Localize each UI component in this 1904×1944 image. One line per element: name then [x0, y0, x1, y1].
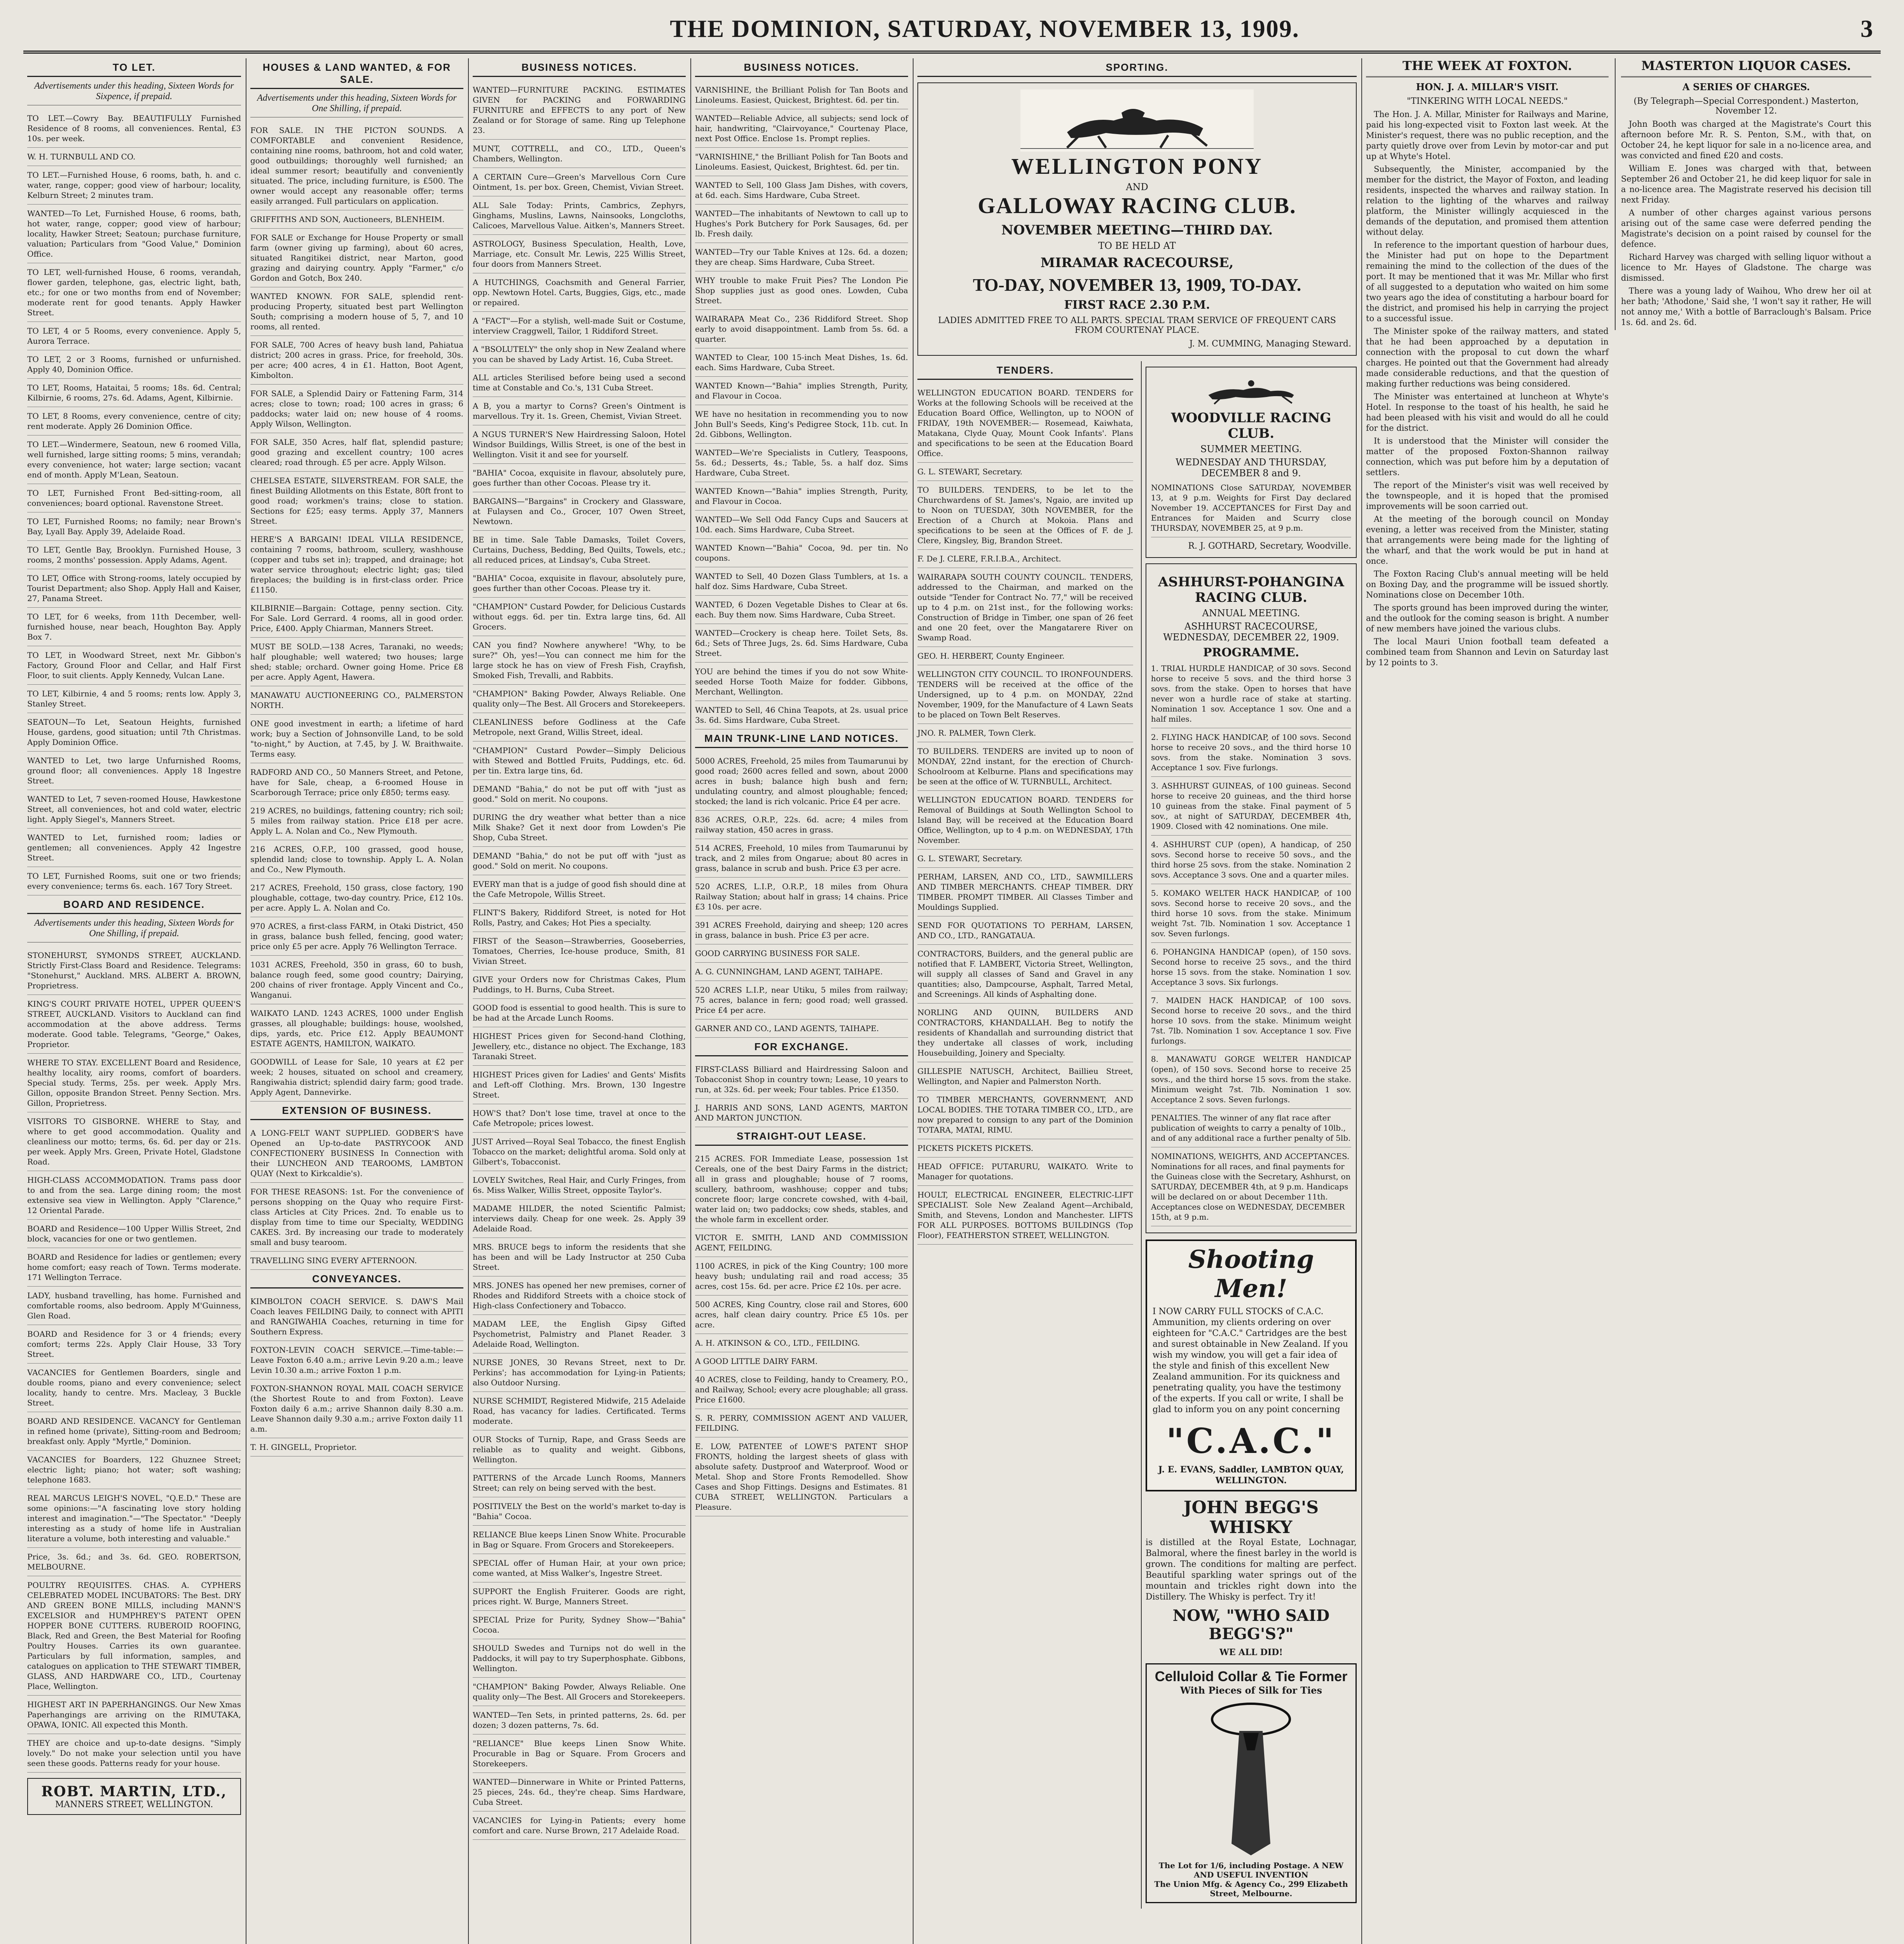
race-held-at: TO BE HELD AT: [1098, 240, 1176, 251]
classified-ad: "RELIANCE" Blue keeps Linen Snow White. Procurable in Bag or Square. From Grocers and Storekeepers.: [473, 1734, 686, 1773]
classified-ad: 219 ACRES, no buildings, fattening country; rich soil; 5 miles from railway station. Price £18 per acre. Apply L. A. Nolan and Co., New Plymouth.: [250, 802, 463, 840]
robt-martin-address: MANNERS STREET, WELLINGTON.: [55, 1800, 213, 1809]
classified-ad: CLEANLINESS before Godliness at the Cafe Metropole, next Grand, Willis Street, ideal.: [473, 713, 686, 741]
classified-ad: GEO. H. HERBERT, County Engineer.: [917, 647, 1133, 665]
classified-ad: MADAME HILDER, the noted Scientific Palmist; interviews daily. Cheap for one week. 2s. Apply 39 Adelaide Road.: [473, 1199, 686, 1238]
classified-ad: FIRST of the Season—Strawberries, Gooseberries, Tomatoes, Cherries, Ice-house produce, Smith, 81 Vivian Street.: [473, 932, 686, 970]
classified-ad: STONEHURST, SYMONDS STREET, AUCKLAND. Strictly First-Class Board and Residence. Telegrams: "Stonehurst," Auckland. MRS. ALBERT A. BROWN, Proprietress.: [27, 946, 241, 995]
classified-ad: JNO. R. PALMER, Town Clerk.: [917, 724, 1133, 742]
classified-ad: A NGUS TURNER'S New Hairdressing Saloon, Hotel Windsor Buildings, Willis Street, is one of the best in Wellington. Visit it and see for yourself.: [473, 425, 686, 464]
classified-ad: A "FACT"—For a stylish, well-made Suit or Costume, interview Craggwell, Tailor, 1 Riddiford Street.: [473, 312, 686, 340]
classified-ad: TO LET, well-furnished House, 6 rooms, verandah, flower garden, telephone, gas, electric light, bath, etc.; for one or two months from end of November; moderate rent for good tenants. Apply Hawker Street.: [27, 263, 241, 322]
classified-ad: REAL MARCUS LEIGH'S NOVEL, "Q.E.D." These are some opinions:—"A fascinating love story holding interest and imagination."—"The Spectator." "Deeply interesting as a study of home life in Australian literature a volume, both interesting and valuable.": [27, 1489, 241, 1548]
article-paragraph: Subsequently, the Minister, accompanied by the member for the district, the Mayor of Foxton, and leading residents, inspected the wharves and railway station. In relation to the lighting of the wharves and railway platform, the Minister willingly acquiesced in the demands of the deputation, and promised them attention without delay.: [1366, 164, 1609, 237]
classified-ad: MANAWATU AUCTIONEERING CO., PALMERSTON NORTH.: [250, 686, 463, 715]
classified-ad: GARNER AND CO., LAND AGENTS, TAIHAPE.: [695, 1019, 908, 1038]
shooting-men-ad: [1146, 1239, 1357, 1491]
classified-ad: BOARD and Residence—100 Upper Willis Street, 2nd block, vacancies for one or two gentlemen.: [27, 1220, 241, 1248]
classified-ad: 3. ASHHURST GUINEAS, of 100 guineas. Second horse to receive 20 guineas, and the third horse 10 guineas from the stake. Final payment of 5 sov., at night of SATURDAY, DECEMBER 4th, 1909. Closed with 42 nominations. One mile.: [1151, 777, 1351, 836]
section-heading-main-trunk: MAIN TRUNK-LINE LAND NOTICES.: [695, 729, 908, 748]
article-kicker-foxton: "TINKERING WITH LOCAL NEEDS.": [1407, 96, 1568, 106]
classified-ad: OUR Stocks of Turnip, Rape, and Grass Seeds are reliable as to quality and weight. Gibbons, Wellington.: [473, 1430, 686, 1469]
woodville-title: WOODVILLE RACING CLUB.: [1171, 410, 1331, 441]
classified-ad: 836 ACRES, O.R.P., 22s. 6d. acre; 4 miles from railway station, 450 acres in grass.: [695, 811, 908, 839]
classified-ad: FOXTON-LEVIN COACH SERVICE.—Time-table:—Leave Foxton 6.40 a.m.; arrive Levin 9.20 a.m.; leave Levin 10.30 a.m.; arrive Foxton 1 p.m.: [250, 1341, 463, 1379]
article-paragraph: The Minister spoke of the railway matters, and stated that he had been approached by a deputation in connection with the proposal to cut down the wharf charges. He pointed out that the Government had already made considerable reductions, and that the question of making further reductions was being considered.: [1366, 327, 1609, 388]
classified-ad: GOOD food is essential to good health. This is sure to be had at the Arcade Lunch Rooms.: [473, 999, 686, 1027]
classified-ad: T. H. GINGELL, Proprietor.: [250, 1438, 463, 1456]
classified-ad: RADFORD AND CO., 50 Manners Street, and Petone, have for Sale, cheap, a 6-roomed House in Scarborough Terrace; price only £850; terms easy.: [250, 763, 463, 802]
woodville-secretary: R. J. GOTHARD, Secretary, Woodville.: [1188, 541, 1351, 551]
article-dateline-masterton: (By Telegraph—Special Correspondent.) Masterton, November 12.: [1633, 96, 1859, 116]
classified-ad: TO LET, Office with Strong-rooms, lately occupied by Tourist Department; also Shop. Apply Hall and Kaiser, 27, Panama Street.: [27, 569, 241, 608]
classified-ad: WHY trouble to make Fruit Pies? The London Pie Shop supplies just as good ones. Lowden, Cuba Street.: [695, 271, 908, 310]
collar-price: The Lot for 1/6, including Postage. A NEW AND USEFUL INVENTION: [1158, 1861, 1344, 1879]
classified-ad: EVERY man that is a judge of good fish should dine at the Cafe Metropole, Willis Street.: [473, 875, 686, 904]
article-subtitle-foxton: HON. J. A. MILLAR'S VISIT.: [1416, 81, 1559, 93]
classified-ad: PATTERNS of the Arcade Lunch Rooms, Manners Street; can rely on being served with the best.: [473, 1469, 686, 1497]
ashhurst-penalties: PENALTIES. The winner of any flat race after publication of weights to carry a penalty of 10lb., and of any additional race a further penalty of 5lb.: [1151, 1109, 1351, 1147]
section-heading-business: BUSINESS NOTICES.: [473, 58, 686, 77]
ads-list-misc: [27, 1489, 241, 1773]
classified-ad: GOODWILL of Lease for Sale, 10 years at £2 per week; 2 houses, situated on school and creamery, Rangiwahia district; splendid dairy farm; good trade. Apply Agent, Dannevirke.: [250, 1053, 463, 1101]
shooting-signature: J. E. EVANS, Saddler, LAMBTON QUAY, WELLINGTON.: [1158, 1465, 1344, 1486]
classified-ad: DEMAND "Bahia," do not be put off with "just as good." Sold on merit. No coupons.: [473, 847, 686, 875]
whisky-answer: WE ALL DID!: [1219, 1647, 1283, 1657]
classified-ad: WANTED to Clear, 100 15-inch Meat Dishes, 1s. 6d. each. Sims Hardware, Cuba Street.: [695, 348, 908, 377]
classified-ad: KIMBOLTON COACH SERVICE. S. DAW'S Mail Coach leaves FEILDING Daily, to connect with APITI and RANGIWAHIA Coaches, returning in time for Southern Express.: [250, 1292, 463, 1341]
classified-ad: 500 ACRES, King Country, close rail and Stores, 600 acres, half clean dairy country. Price £5 10s. per acre.: [695, 1295, 908, 1334]
section-subheading: Advertisements under this heading, Sixteen Words for Sixpence, if prepaid.: [27, 81, 241, 105]
article-paragraph: Richard Harvey was charged with selling liquor without a licence to Mr. Hayes of Gladstone. The charge was dismissed.: [1621, 252, 1871, 283]
article-paragraph: The Foxton Racing Club's annual meeting will be held on Boxing Day, and the programme will be issued shortly. Nominations close on December 10th.: [1366, 569, 1609, 600]
classified-ad: FLINT'S Bakery, Riddiford Street, is noted for Hot Rolls, Pastry, and Cakes; Hot Pies a specialty.: [473, 904, 686, 932]
classified-ad: E. LOW, PATENTEE of LOWE'S PATENT SHOP FRONTS, holding the largest sheets of glass with absolute safety. Dustproof and Waterproof. Wood or Metal. Shop and Store Fronts Remodelled. Show Cases and Shop Fittings. Designs and Estimates. 81 CUBA STREET, WELLINGTON. Particulars a Pleasure.: [695, 1437, 908, 1516]
classified-ad: CAN you find? Nowhere anywhere! "Why, to be sure?" Oh, yes!—You can connect me him for the large stock he has on view of Fresh Fish, Crayfish, Smoked Fish, Trevalli, and Rabbits.: [473, 636, 686, 685]
classified-ad: HIGHEST Prices given for Second-hand Clothing, Jewellery, etc., distance no object. The Exchange, 183 Taranaki Street.: [473, 1027, 686, 1066]
classified-ad: 5. KOMAKO WELTER HACK HANDICAP, of 100 sovs. Second horse to receive 20 sovs., and the third horse 10 sovs. from the stake. Minimum weight 7st. 7lb. Nomination 1 sov. Acceptance 1 sov. Seven furlongs.: [1151, 884, 1351, 943]
article-paragraph: The Minister was entertained at luncheon at Whyte's Hotel. In response to the toast of his health, he said he had been pleased with his visit and would do all he could for the district.: [1366, 392, 1609, 433]
pony-club-ad: [917, 82, 1357, 356]
article-paragraph: It is understood that the Minister will consider the matter of the proposed Foxton-Shannon railway connection, which was put before him by a deputation of settlers.: [1366, 436, 1609, 477]
classified-ad: TO LET, Gentle Bay, Brooklyn. Furnished House, 3 rooms, 2 months' possession. Apply Adams, Agent.: [27, 541, 241, 569]
column-houses-land: [246, 58, 467, 1944]
classified-ad: S. R. PERRY, COMMISSION AGENT AND VALUER, FEILDING.: [695, 1409, 908, 1437]
classified-ad: THEY are choice and up-to-date designs. "Simply lovely." Do not make your selection until you have seen these goods. Patterns ready for your house.: [27, 1734, 241, 1773]
classified-ad: WANTED to Sell, 46 China Teapots, at 2s. usual price 3s. 6d. Sims Hardware, Cuba Street.: [695, 701, 908, 729]
race-first-race: FIRST RACE 2.30 P.M.: [1064, 298, 1210, 312]
classified-ad: PERHAM, LARSEN, AND CO., LTD., SAWMILLERS AND TIMBER MERCHANTS. CHEAP TIMBER. DRY TIMBER. PROMPT TIMBER. All Classes Timber and Mouldings Supplied.: [917, 868, 1133, 916]
race-steward: J. M. CUMMING, Managing Steward.: [1189, 339, 1351, 349]
classified-ad: Price, 3s. 6d.; and 3s. 6d. GEO. ROBERTSON, MELBOURNE.: [27, 1548, 241, 1576]
classified-ad: DEMAND "Bahia," do not be put off with "just as good." Sold on merit. No coupons.: [473, 780, 686, 808]
classified-ad: F. De J. CLERE, F.R.I.B.A., Architect.: [917, 550, 1133, 568]
classified-ad: WANTED—Ten Sets, in printed patterns, 2s. 6d. per dozen; 3 dozen patterns, 7s. 6d.: [473, 1706, 686, 1734]
classified-ad: WELLINGTON EDUCATION BOARD. TENDERS for Works at the following Schools will be received at the Education Board Office, Wellington, up to NOON of FRIDAY, 19th NOVEMBER:— Rosemead, Kaiwhata, Matakana, Clyde Quay, Mount Cook Infants'. Plans and specifications to be seen at the Education Board Office.: [917, 384, 1133, 463]
ads-list-to-let: [27, 109, 241, 895]
collar-tie-illustration-icon: [1200, 1696, 1301, 1859]
ashhurst-items: [1151, 659, 1351, 1109]
classified-ad: WANTED to Let, 7 seven-roomed House, Hawkestone Street, all conveniences, hot and cold water, electric light. Apply Siegel's, Manners Street.: [27, 790, 241, 829]
collar-company: The Union Mfg. & Agency Co., 299 Elizabeth Street, Melbourne.: [1154, 1879, 1348, 1898]
classified-ad: "CHAMPION" Custard Powder, for Delicious Custards without eggs. 6d. per tin. Extra large tins, 6d. All Grocers.: [473, 598, 686, 636]
classified-ad: HIGHEST ART IN PAPERHANGINGS. Our New Xmas Paperhangings are arriving on the RIMUTAKA, OPAWA, IONIC. All expected this Month.: [27, 1696, 241, 1734]
classified-ad: DURING the dry weather what better than a nice Milk Shake? Get it next door from Lowden's Pie Shop, Cuba Street.: [473, 808, 686, 847]
classified-ad: ASTROLOGY, Business Speculation, Health, Love, Marriage, etc. Consult Mr. Lewis, 225 Willis Street, four doors from Manners Street.: [473, 235, 686, 273]
article-title-foxton: THE WEEK AT FOXTON.: [1366, 58, 1609, 77]
section-heading-board: BOARD AND RESIDENCE.: [27, 895, 241, 914]
jockey-horse-icon: [1151, 374, 1351, 405]
article-paragraph: The sports ground has been improved during the winter, and the outlook for the coming season is bright. A number of new members have joined the various clubs.: [1366, 603, 1609, 633]
classified-ad: WELLINGTON EDUCATION BOARD. TENDERS for Removal of Buildings at South Wellington School to Island Bay, will be received at the Education Board Office, Wellington, up to 4 p.m. on WEDNESDAY, 17th November.: [917, 791, 1133, 850]
classified-ad: A "BSOLUTELY" the only shop in New Zealand where you can be shaved by Lady Artist. 16, Cuba Street.: [473, 340, 686, 369]
classified-ad: WELLINGTON CITY COUNCIL. TO IRONFOUNDERS. TENDERS will be received at the office of the Undersigned, up to 4 p.m. on MONDAY, 22nd November, 1909, for the Manufacture of 4 Lawn Seats to be placed on Town Belt Reserves.: [917, 665, 1133, 724]
classified-ad: POULTRY REQUISITES. CHAS. A. CYPHERS CELEBRATED MODEL INCUBATORS: The Best. DRY AND GREEN BONE MILLS, including MANN'S EXCELSIOR and HUMPHREY'S PATENT OPEN HOPPER BONE CUTTERS. RUBEROID ROOFING, Black, Red and Green, the Best Material for Roofing Poultry Houses. Carries its own guarantee. Particulars by full information, samples, and catalogues on application to THE STEWART TIMBER, GLASS, AND HARDWARE CO., LTD., Courtenay Place, Wellington.: [27, 1576, 241, 1696]
classified-ad: WANTED—The inhabitants of Newtown to call up to Hughes's Pork Butchery for Pork Sausages, 6d. per lb. Fresh daily.: [695, 205, 908, 243]
whisky-title: JOHN BEGG'S WHISKY: [1183, 1498, 1319, 1537]
classified-ad: 8. MANAWATU GORGE WELTER HANDICAP (open), of 150 sovs. Second horse to receive 25 sovs., and the third horse 15 sovs. from the stake. Minimum weight 7st. 7lb. Nomination 1 sov. Acceptance 2 sovs. Seven furlongs.: [1151, 1050, 1351, 1109]
classified-ad: FIRST-CLASS Billiard and Hairdressing Saloon and Tobacconist Shop in country town; Lease, 10 years to run, at 32s. 6d. per week; Four tables. Price £1350.: [695, 1060, 908, 1099]
article-paragraph: The report of the Minister's visit was well received by the townspeople, and it is hoped that the promised improvements will be soon carried out.: [1366, 481, 1609, 511]
classified-ad: WANTED to Sell, 100 Glass Jam Dishes, with covers, at 6d. each. Sims Hardware, Cuba Street.: [695, 176, 908, 205]
classified-ad: ONE good investment in earth; a lifetime of hard work; buy a Section of Johnsonville Land, to be sold "to-night," by Auction, at 7.45, by J. W. Braithwaite. Terms easy.: [250, 715, 463, 763]
classified-ad: WANTED—Reliable Advice, all subjects; send lock of hair, handwriting, "Clairvoyance," Courtenay Place, next Post Office. Enclose 1s. Prompt replies.: [695, 109, 908, 148]
section-heading-extension: EXTENSION OF BUSINESS.: [250, 1101, 463, 1120]
classified-ad: WANTED Known—"Bahia" implies Strength, Purity, and Flavour in Cocoa.: [695, 377, 908, 405]
classified-ad: TO LET, Rooms, Hataitai, 5 rooms; 18s. 6d. Central; Kilbirnie, 6 rooms, 27s. 6d. Adams, Agent, Kilbirnie.: [27, 379, 241, 407]
classified-ad: TO LET, Furnished Rooms, suit one or two friends; every convenience; terms 6s. each. 167 Tory Street.: [27, 867, 241, 895]
classified-ad: WE have no hesitation in recommending you to now John Bull's Seeds, King's Pedigree Stock, 11b. cut. In 2d. Gibbons, Wellington.: [695, 405, 908, 444]
classified-ad: A HUTCHINGS, Coachsmith and General Farrier, opp. Newtown Hotel. Carts, Buggies, Gigs, etc., made or repaired.: [473, 273, 686, 312]
race-meeting: NOVEMBER MEETING—THIRD DAY.: [1001, 222, 1273, 238]
ashhurst-nominations: NOMINATIONS, WEIGHTS, AND ACCEPTANCES. Nominations for all races, and final payments for the Guineas close with the Secretary, Ashhurst, on SATURDAY, DECEMBER 4th, at 9 p.m. Handicaps will be declared on or about December 11th. Acceptances close on WEDNESDAY, DECEMBER 15th, at 9 p.m.: [1151, 1147, 1351, 1226]
classified-ad: WANTED to Let, two large Unfurnished Rooms, ground floor; all conveniences. Apply 18 Ingestre Street.: [27, 752, 241, 790]
race-title-2: GALLOWAY RACING CLUB.: [978, 193, 1296, 218]
classified-ad: ALL Sale Today: Prints, Cambrics, Zephyrs, Ginghams, Muslins, Lawns, Nainsooks, Longcloths, Calicoes, Marvellous Value. Aitken's, Manners Street.: [473, 196, 686, 235]
classified-ad: GILLESPIE NATUSCH, Architect, Baillieu Street, Wellington, and Napier and Palmerston North.: [917, 1062, 1133, 1091]
classified-ad: PICKETS PICKETS PICKETS.: [917, 1139, 1133, 1157]
article-paragraph: The local Mauri Union football team defeated a combined team from Shannon and Levin on Saturday last by 12 points to 3.: [1366, 637, 1609, 667]
article-paragraph: In reference to the important question of harbour dues, the Minister had put on hope to the Department remaining the mind to the collection of the dues of the port. It may be mentioned that it was Mr. Millar who first of all suggested to a deputation who waited on him some two years ago the idea of constituting a harbour board for the district, and promised his help in carrying the project to a successful issue.: [1366, 240, 1609, 323]
classified-ad: HOW'S that? Don't lose time, travel at once to the Cafe Metropole; prices lowest.: [473, 1104, 686, 1133]
masthead-title: THE DOMINION, SATURDAY, NOVEMBER 13, 1909.: [670, 15, 1300, 42]
classified-ad: A. G. CUNNINGHAM, LAND AGENT, TAIHAPE.: [695, 963, 908, 981]
classified-ad: MUST BE SOLD.—138 Acres, Taranaki, no weeds; half ploughable; well watered; two houses; large shed; stable; orchard. Owner going Home. Price £8 per acre. Apply Agent, Hawera.: [250, 638, 463, 686]
classified-ad: VARNISHINE, the Brilliant Polish for Tan Boots and Linoleums. Easiest, Quickest, Brightest. 6d. per tin.: [695, 81, 908, 109]
classified-ad: HIGH-CLASS ACCOMMODATION. Trams pass door to and from the sea. Large dining room; the most extensive sea view in Wellington. Apply "Clarence," 12 Oriental Parade.: [27, 1171, 241, 1220]
classified-ad: FOXTON-SHANNON ROYAL MAIL COACH SERVICE (the Shortest Route to and from Foxton). Leave Foxton daily 6 a.m.; arrive Shannon daily 8.30 a.m. Leave Shannon daily 9.30 a.m.; arrive Foxton daily 11 a.m.: [250, 1379, 463, 1438]
classified-ad: "CHAMPION" Custard Powder—Simply Delicious with Stewed and Bottled Fruits, Puddings, etc. 6d. per tin. Extra large tins, 6d.: [473, 741, 686, 780]
cac-brand: "C.A.C.": [1166, 1421, 1336, 1461]
woodville-ad: [1146, 367, 1357, 558]
classified-ad: FOR THESE REASONS: 1st. For the convenience of persons shopping on the Quay who require First-class Articles at City Prices. 2nd. To enable us to display from time to time our Specialty, WEDDING CAKES. 3rd. By increasing our trade to moderately small and busy tearoom.: [250, 1183, 463, 1252]
classified-ad: A. H. ATKINSON & CO., LTD., FEILDING.: [695, 1334, 908, 1352]
classified-ad: G. L. STEWART, Secretary.: [917, 850, 1133, 868]
classified-ad: WHERE TO STAY. EXCELLENT Board and Residence, healthy locality, airy rooms, comfort of boarders. Special study. Terms, 25s. per week. Apply Mrs. Gillon, opposite Brandon Street. Penny Section. Mrs. Gillon, Proprietress.: [27, 1054, 241, 1112]
classified-ad: SEND FOR QUOTATIONS TO PERHAM, LARSEN, AND CO., LTD., RANGATAUA.: [917, 916, 1133, 945]
classified-ad: BOARD and Residence for ladies or gentlemen; every home comfort; easy reach of Town. Terms moderate. 171 Wellington Terrace.: [27, 1248, 241, 1287]
classified-ad: TO LET, Furnished Front Bed-sitting-room, all conveniences; board optional. Ravenstone Street.: [27, 484, 241, 512]
masthead: [23, 7, 1881, 54]
ads-list-conveyances: [250, 1292, 463, 1456]
racehorse-illustration-icon: [923, 89, 1351, 152]
classified-ad: WANTED to Let, furnished room; ladies or gentlemen; all conveniences. Apply 42 Ingestre Street.: [27, 829, 241, 867]
classified-ad: FOR SALE or Exchange for House Property or small farm (owner giving up farming), about 60 acres, situated Rangitikei district, near Marton, good grazing and dairying country. Apply "Farmer," c/o Gordon and Gotch, Box 240.: [250, 229, 463, 287]
classified-ad: WANTED—Crockery is cheap here. Toilet Sets, 8s. 6d.; Sets of Three Jugs, 2s. 6d. Sims Hardware, Cuba Street.: [695, 624, 908, 663]
classified-ad: HOULT, ELECTRICAL ENGINEER, ELECTRIC-LIFT SPECIALIST. Sole New Zealand Agent—Archibald, Smith, and Stevens, London and Manchester. LIFTS FOR ALL PURPOSES. BOTTOMS BUILDINGS (Top Floor), FEATHERSTON STREET, WELLINGTON.: [917, 1186, 1133, 1245]
classified-ad: KILBIRNIE—Bargain: Cottage, penny section. City. For Sale. Lord Gerrard. 4 rooms, all in good order. Price, £400. Apply Chiarman, Manners Street.: [250, 599, 463, 638]
ads-list-lease: [695, 1150, 908, 1516]
classified-ad: MRS. JONES has opened her new premises, corner of Rhodes and Riddiford Streets with a choice stock of High-class Confectionery and Tobacco.: [473, 1276, 686, 1315]
classified-ad: "BAHIA" Cocoa, exquisite in flavour, absolutely pure, goes further than other Cocoas. Please try it.: [473, 569, 686, 598]
classified-ad: BOARD and Residence for 3 or 4 friends; every comfort; terms 22s. Apply Clair House, 33 Tory Street.: [27, 1325, 241, 1364]
classified-ad: MADAM LEE, the English Gipsy Gifted Psychometrist, Palmistry and Planet Reader. 3 Adelaide Road, Wellington.: [473, 1315, 686, 1353]
classified-ad: 1. TRIAL HURDLE HANDICAP, of 30 sovs. Second horse to receive 5 sovs. and the third horse 3 sovs. from the stake. Open to horses that have never won a hurdle race of stake at starting. Nomination 1 sov. Acceptance 1 sov. One and a half miles.: [1151, 659, 1351, 728]
section-heading-business-2: BUSINESS NOTICES.: [695, 58, 908, 77]
classified-ad: TO LET, 8 Rooms, every convenience, centre of city; rent moderate. Apply 26 Dominion Office.: [27, 407, 241, 435]
classified-ad: 970 ACRES, a first-class FARM, in Otaki District, 450 in grass, balance bush felled, fencing, good water; price only £5 per acre. Apply 76 Wellington Terrace.: [250, 917, 463, 956]
ashhurst-date: ASHHURST RACECOURSE, WEDNESDAY, DECEMBER 22, 1909.: [1163, 621, 1339, 643]
classified-ad: "CHAMPION" Baking Powder, Always Reliable. One quality only—The Best. All Grocers and Storekeepers.: [473, 1678, 686, 1706]
classified-ad: BOARD AND RESIDENCE. VACANCY for Gentleman in refined home (private), Sitting-room and Bedroom; breakfast only. Apply "Myrtle," Dominion.: [27, 1412, 241, 1451]
tenders-column: [917, 361, 1133, 1909]
classified-ad: SEATOUN—To Let, Seatoun Heights, furnished House, gardens, good situation; until 7th Christmas. Apply Dominion Office.: [27, 713, 241, 752]
classified-ad: 7. MAIDEN HACK HANDICAP, of 100 sovs. Second horse to receive 20 sovs., and the third horse 10 sovs. from the stake. Minimum weight 7st. 7lb. Nomination 1 sov. Acceptance 1 sov. Five furlongs.: [1151, 991, 1351, 1050]
classified-ad: WAIRARAPA SOUTH COUNTY COUNCIL. TENDERS, addressed to the Chairman, and marked on the outside "Tender for Contract No. 77," will be received up to 4 p.m. on 21st inst., for the following works: Construction of Bridge in Timber, one span of 26 feet and one 20 feet, over the Mangatarere River on Swamp Road.: [917, 568, 1133, 647]
masterton-article: [1615, 58, 1871, 330]
classified-ad: JUST Arrived—Royal Seal Tobacco, the finest English Tobacco on the market; delightful aroma. Sold only at Gilbert's, Tobacconist.: [473, 1133, 686, 1171]
classified-ad: 514 ACRES, Freehold, 10 miles from Taumarunui by track, and 2 miles from Ongarue; about 80 acres in grass, balance in scrub and bush. Price £3 per acre.: [695, 839, 908, 878]
section-heading-sporting: SPORTING.: [917, 58, 1357, 77]
column-business-1: [468, 58, 690, 1944]
classified-ad: SUPPORT the English Fruiterer. Goods are right, prices right. W. Burge, Manners Street.: [473, 1582, 686, 1611]
shooting-body: I NOW CARRY FULL STOCKS of C.A.C. Ammunition, my clients ordering on over eighteen for "C.A.C." Cartridges are the best and surest obtainable in New Zealand. If you wish my window, you will get a fair idea of the style and finish of this excellent New Zealand ammunition. For its quickness and penetrating quality, you have the testimony of the experts. If you call or write, I shall be glad to inform you on any point concerning: [1152, 1307, 1348, 1414]
classified-ad: 1100 ACRES, in pick of the King Country; 100 more heavy bush; undulating rail and road access; 35 acres, cost 15s. 6d. per acre. Price £2 10s. per acre.: [695, 1257, 908, 1295]
classified-ad: HEAD OFFICE: PUTARURU, WAIKATO. Write to Manager for quotations.: [917, 1157, 1133, 1186]
classified-ad: 391 ACRES Freehold, dairying and sheep; 120 acres in grass, balance in bush. Price £3 per acre.: [695, 916, 908, 944]
ads-list-main-trunk: [695, 752, 908, 1038]
classified-ad: A GOOD LITTLE DAIRY FARM.: [695, 1352, 908, 1371]
classified-ad: POSITIVELY the Best on the world's market to-day is "Bahia" Cocoa.: [473, 1497, 686, 1526]
classified-ad: MRS. BRUCE begs to inform the residents that she has been and will be Lady Instructor at 250 Cuba Street.: [473, 1238, 686, 1276]
classified-ad: "BAHIA" Cocoa, exquisite in flavour, absolutely pure, goes further than other Cocoas. Please try it.: [473, 464, 686, 492]
classified-ad: YOU are behind the times if you do not sow White-seeded Horse Tooth Maize for fodder. Gibbons, Merchant, Wellington.: [695, 663, 908, 701]
classified-ad: WANTED—Try our Table Knives at 12s. 6d. a dozen; they are cheap. Sims Hardware, Cuba Street.: [695, 243, 908, 271]
classified-ad: LADY, husband travelling, has home. Furnished and comfortable rooms, also bedroom. Apply M'Guinness, Glen Road.: [27, 1287, 241, 1325]
classified-ad: TO LET, Furnished Rooms; no family; near Brown's Bay, Lyall Bay. Apply 39, Adelaide Road.: [27, 512, 241, 541]
column-foxton: [1361, 58, 1881, 1944]
section-subheading-board: Advertisements under this heading, Sixteen Words for One Shilling, if prepaid.: [27, 918, 241, 942]
classified-ad: BE in time. Sale Table Damasks, Toilet Covers, Curtains, Duchess, Bedding, Bed Quilts, Towels, etc.; all reduced prices, at Lindsay's, Cuba Street.: [473, 531, 686, 569]
classified-ad: ALL articles Sterilised before being used a second time at Constable and Co.'s, 131 Cuba Street.: [473, 369, 686, 397]
ashhurst-meeting: ANNUAL MEETING.: [1202, 608, 1300, 619]
ads-list-business-1: [473, 81, 686, 1840]
classified-ad: MUNT, COTTRELL, and CO., LTD., Queen's Chambers, Wellington.: [473, 140, 686, 168]
classified-ad: VACANCIES for Gentlemen Boarders, single and double rooms, piano and every convenience; select locality, handy to centre. Mrs. Macleay, 3 Buckle Street.: [27, 1364, 241, 1412]
classified-ad: WAIRARAPA Meat Co., 236 Riddiford Street. Shop early to avoid disappointment. Lamb from 5s. 6d. a quarter.: [695, 310, 908, 348]
classified-ad: CONTRACTORS, Builders, and the general public are notified that F. LAMBERT, Victoria Street, Wellington, will supply all classes of Sand and Gravel in any quantities; also, Dampcourse, Asphalt, Tarred Metal, and Screenings. All kinds of Asphalting done.: [917, 945, 1133, 1003]
classified-ad: TO LET, for 6 weeks, from 11th December, well-furnished house, near beach, Houghton Bay. Apply Box 7.: [27, 608, 241, 646]
ads-list-business-2: [695, 81, 908, 729]
article-paragraph: A number of other charges against various persons arising out of the same case were deferred pending the Magistrate's decision on a point raised by counsel for the defence.: [1621, 208, 1871, 249]
classified-ad: BARGAINS—"Bargains" in Crockery and Glassware, at Fulaysen and Co., Grocer, 107 Owen Street, Newtown.: [473, 492, 686, 531]
shooting-title: Shooting Men!: [1188, 1245, 1314, 1303]
classified-ad: WANTED—Dinnerware in White or Printed Patterns, 25 pieces, 24s. 6d., they're cheap. Sims Hardware, Cuba Street.: [473, 1773, 686, 1811]
classified-ad: TO TIMBER MERCHANTS, GOVERNMENT, AND LOCAL BODIES. THE TOTARA TIMBER CO., LTD., are now prepared to consign to any part of the Dominion TOTARA, MATAI, RIMU.: [917, 1091, 1133, 1139]
classified-ad: GOOD CARRYING BUSINESS FOR SALE.: [695, 944, 908, 963]
classified-ad: RELIANCE Blue keeps Linen Snow White. Procurable in Bag or Square. From Grocers and Storekeepers.: [473, 1526, 686, 1554]
classified-ad: 5000 ACRES, Freehold, 25 miles from Taumarunui by good road; 2600 acres felled and sown, about 2000 acres in bush; balance high bush and fern; undulating country, and almost ploughable; fenced; stocked; the land is rich volcanic. Price £4 per acre.: [695, 752, 908, 811]
classified-ad: W. H. TURNBULL AND CO.: [27, 148, 241, 166]
classified-ad: SPECIAL offer of Human Hair, at your own price; come wanted, at Miss Walker's, Ingestre Street.: [473, 1554, 686, 1582]
classified-ad: J. HARRIS AND SONS, LAND AGENTS, MARTON AND MARTON JUNCTION.: [695, 1099, 908, 1127]
race-title-1: WELLINGTON PONY: [1011, 154, 1263, 179]
classified-ad: 520 ACRES L.I.P., near Utiku, 5 miles from railway; 75 acres, balance in fern; good road; well grassed. Price £4 per acre.: [695, 981, 908, 1019]
classified-ad: TRAVELLING SING EVERY AFTERNOON.: [250, 1252, 463, 1270]
race-date: TO-DAY, NOVEMBER 13, 1909, TO-DAY.: [973, 275, 1301, 295]
classified-ad: FOR SALE, a Splendid Dairy or Fattening Farm, 314 acres; close to town; road; 100 acres in grass; 6 paddocks; water laid on; new house of 4 rooms. Apply Wilson, Wellington.: [250, 385, 463, 433]
classified-ad: TO LET, Kilbirnie, 4 and 5 rooms; rents low. Apply 3, Stanley Street.: [27, 685, 241, 713]
article-title-masterton: MASTERTON LIQUOR CASES.: [1621, 58, 1871, 77]
classified-ad: 215 ACRES. FOR Immediate Lease, possession 1st Cereals, one of the best Dairy Farms in the district; all in grass and ploughable; house of 7 rooms, scullery, bathroom, washhouse; copper and tubs; concrete floor; large concrete cowshed, with 4-bail, water laid on; two paddocks; cow sheds, stables, and the whole farm in excellent order.: [695, 1150, 908, 1229]
ads-list-exchange: [695, 1060, 908, 1127]
classified-ad: SHOULD Swedes and Turnips not do well in the Paddocks, it will pay to try Superphosphate. Gibbons, Wellington.: [473, 1639, 686, 1678]
classified-ad: G. L. STEWART, Secretary.: [917, 463, 1133, 481]
masterton-paragraphs: [1621, 119, 1871, 328]
article-paragraph: William E. Jones was charged with that, between September 26 and October 21, he did keep liquor for sale in a no-licence area. The Magistrate reserved his decision till next Friday.: [1621, 164, 1871, 205]
classified-ad: TO LET.—Windermere, Seatoun, new 6 roomed Villa, well furnished, large sitting rooms; 5 mins, verandah; every convenience, hot water; large section; vacant end of month. Apply M'Lean, Seatoun.: [27, 435, 241, 484]
classified-ad: WANTED—To Let, Furnished House, 6 rooms, bath, hot water, range, copper; good view of harbour; locality, Hawker Street; Seatoun; purchase furniture, valuation; Particulars from "Good Value," Dominion Office.: [27, 205, 241, 263]
article-paragraph: The Hon. J. A. Millar, Minister for Railways and Marine, paid his long-expected visit to Foxton last week. At the Minister's request, there was no public reception, and the party quietly drove over from Levin by motor-car and put up at Whyte's Hotel.: [1366, 110, 1609, 161]
classified-ad: 217 ACRES, Freehold, 150 grass, close factory, 190 ploughable, cottage, two-day country. Price, £12 10s. per acre. Apply L. A. Nolan and Co.: [250, 879, 463, 917]
classified-ad: 4. ASHHURST CUP (open), A handicap, of 250 sovs. Second horse to receive 50 sovs., and the third horse 25 sovs. from the stake. Nomination 2 sovs. Acceptance 3 sovs. One and a quarter miles.: [1151, 836, 1351, 884]
classified-ad: SPECIAL Prize for Purity, Sydney Show—"Bahia" Cocoa.: [473, 1611, 686, 1639]
column-sporting: [913, 58, 1361, 1944]
classified-ad: TO LET.—Cowry Bay. BEAUTIFULLY Furnished Residence of 8 rooms, all conveniences. Rental, £3 10s. per week.: [27, 109, 241, 148]
classified-ad: TO LET, 4 or 5 Rooms, every convenience. Apply 5, Aurora Terrace.: [27, 322, 241, 350]
classified-ad: A B, you a martyr to Corns? Green's Ointment is marvellous. Try it. 1s. Green, Chemist, Vivian Street.: [473, 397, 686, 425]
classified-ad: TO LET, 2 or 3 Rooms, furnished or unfurnished. Apply 40, Dominion Office.: [27, 350, 241, 379]
classified-ad: VICTOR E. SMITH, LAND AND COMMISSION AGENT, FEILDING.: [695, 1229, 908, 1257]
classified-ad: WANTED KNOWN. FOR SALE, splendid rent-producing Property, situated best part Wellington South; comprising a modern house of 5, 7, and 10 rooms, all rented.: [250, 287, 463, 336]
foxton-paragraphs: [1366, 109, 1609, 668]
race-venue: MIRAMAR RACECOURSE,: [1040, 255, 1234, 271]
classified-ad: KING'S COURT PRIVATE HOTEL, UPPER QUEEN'S STREET, AUCKLAND. Visitors to Auckland can find accommodation at the above address. Terms moderate. Good table. Telegrams, "George," Oakes, Proprietor.: [27, 995, 241, 1054]
section-heading-houses: HOUSES & LAND WANTED, & FOR SALE.: [250, 58, 463, 89]
classified-ad: 1031 ACRES, Freehold, 350 in grass, 60 to bush, balance rough feed, some good country; Dairying, 200 chains of river frontage. Apply Vincent and Co., Wanganui.: [250, 956, 463, 1004]
section-heading-lease: STRAIGHT-OUT LEASE.: [695, 1127, 908, 1146]
column-to-let: [23, 58, 245, 1944]
ashhurst-title: ASHHURST-POHANGINA RACING CLUB.: [1158, 574, 1344, 605]
ads-list-tenders: [917, 384, 1133, 1245]
classified-ad: LOVELY Switches, Real Hair, and Curly Fringes, from 6s. Miss Walker, Willis Street, opposite Taylor's.: [473, 1171, 686, 1199]
classified-ad: WANTED—We're Specialists in Cutlery, Teaspoons, 5s. 6d.; Desserts, 4s.; Table, 5s. a half doz. Sims Hardware, Cuba Street.: [695, 444, 908, 482]
ads-list-houses: [250, 121, 463, 1101]
article-paragraph: There was a young lady of Waihou, Who drew her oil at her bath; 'Athodone,' Said she, 'I won't say it rather, He will not annoy me,' With a bottle of Barraclough's Balsam. Price 1s. 6d. and 2s. 6d.: [1621, 286, 1871, 327]
race-ads-column: [1141, 361, 1357, 1909]
sporting-split: [917, 361, 1357, 1909]
section-heading-tenders: TENDERS.: [917, 361, 1133, 380]
whisky-body: is distilled at the Royal Estate, Lochnagar, Balmoral, where the finest barley in the world is grown. The conditions for malting are perfect. Beautiful sparkling water springs out of the mountain and trickles right down into the Distillery. The Whisky is perfect. Try it!: [1145, 1538, 1357, 1602]
classified-ad: 520 ACRES, L.I.P., O.R.P., 18 miles from Ohura Railway Station; about half in grass; 14 chains. Price £3 10s. per acre.: [695, 878, 908, 916]
classified-ad: GIVE your Orders now for Christmas Cakes, Plum Puddings, to H. Burns, Cuba Street.: [473, 970, 686, 999]
collar-title: Celluloid Collar & Tie Former: [1155, 1668, 1348, 1684]
classified-ad: "VARNISHINE," the Brilliant Polish for Tan Boots and Linoleums. Easiest, Quickest, Brightest. 6d. per tin.: [695, 148, 908, 176]
classified-ad: WANTED Known—"Bahia" implies Strength, Purity, and Flavour in Cocoa.: [695, 482, 908, 510]
foxton-article: [1366, 58, 1615, 670]
column-business-2: [690, 58, 912, 1944]
classified-ad: TO LET.—Furnished House, 6 rooms, bath, h. and c. water, range, copper; good view of harbour; locality, Kelburn Street; 2 minutes tram.: [27, 166, 241, 205]
classified-ad: NORLING AND QUINN, BUILDERS AND CONTRACTORS, KHANDALLAH. Beg to notify the residents of Khandallah and surrounding district that they undertake all classes of work, including Housebuilding, Joinery and Specialty.: [917, 1003, 1133, 1062]
ads-list-extension: [250, 1124, 463, 1270]
classified-ad: "CHAMPION" Baking Powder, Always Reliable. One quality only—The Best. All Grocers and Storekeepers.: [473, 685, 686, 713]
robt-martin-ad: [27, 1778, 241, 1815]
classified-ad: FOR SALE, 700 Acres of heavy bush land, Pahiatua district; 200 acres in grass. Price, for freehold, 30s. per acre; 400 acres, 4 in £1. Hatton, Boot Agent, Kimbolton.: [250, 336, 463, 385]
classified-ad: FOR SALE, 350 Acres, half flat, splendid pasture; good grazing and excellent country; 100 acres cleared; road through. £5 per acre. Apply Wilson.: [250, 433, 463, 472]
whisky-ad: [1146, 1498, 1357, 1658]
classified-ad: WANTED—FURNITURE PACKING. ESTIMATES GIVEN for PACKING and FORWARDING FURNITURE and EFFECTS to any port of New Zealand or for Storage of same. Ring up Telephone 23.: [473, 81, 686, 140]
classified-ad: 2. FLYING HACK HANDICAP, of 100 sovs. Second horse to receive 20 sovs., and the third horse 10 sovs. from the stake. Nomination 3 sovs. Acceptance 1 sov. Five furlongs.: [1151, 728, 1351, 777]
woodville-body: NOMINATIONS Close SATURDAY, NOVEMBER 13, at 9 p.m. Weights for First Day declared November 19. ACCEPTANCES for First Day and Entrances for Maiden and Scurry close THURSDAY, NOVEMBER 25, at 9 p.m.: [1151, 479, 1351, 537]
classified-ad: WAIKATO LAND. 1243 ACRES, 1000 under English grasses, all ploughable; buildings: house, woolshed, dips, yards, etc. Price £12. Apply BEAUMONT ESTATE AGENTS, HAMILTON, WAIKATO.: [250, 1004, 463, 1053]
ashhurst-ad: [1146, 563, 1357, 1233]
whisky-slogan: NOW, "WHO SAID BEGG'S?": [1172, 1607, 1330, 1643]
robt-martin-name: ROBT. MARTIN, LTD.,: [41, 1783, 227, 1800]
classified-ad: VACANCIES for Lying-in Patients; every home comfort and care. Nurse Brown, 217 Adelaide Road.: [473, 1811, 686, 1840]
classified-ad: TO BUILDERS. TENDERS are invited up to noon of MONDAY, 22nd instant, for the erection of Church-Schoolroom at Kelburne. Plans and specifications may be seen at the office of W. TURNBULL, Architect.: [917, 742, 1133, 791]
ads-list-board: [27, 946, 241, 1489]
section-heading-exchange: FOR EXCHANGE.: [695, 1038, 908, 1056]
classified-ad: 216 ACRES, O.F.P., 100 grassed, good house, splendid land; close to township. Apply L. A. Nolan and Co., New Plymouth.: [250, 840, 463, 879]
classified-ad: WANTED, 6 Dozen Vegetable Dishes to Clear at 6s. each. Buy them now. Sims Hardware, Cuba Street.: [695, 596, 908, 624]
classified-ad: WANTED—We Sell Odd Fancy Cups and Saucers at 10d. each. Sims Hardware, Cuba Street.: [695, 510, 908, 539]
race-and: AND: [1126, 182, 1148, 192]
article-paragraph: At the meeting of the borough council on Monday evening, a letter was received from the Minister, stating that arrangements were being made for the lighting of the wharf, and that the work would be put in hand at once.: [1366, 514, 1609, 566]
classified-ad: A LONG-FELT WANT SUPPLIED. GODBER'S have Opened an Up-to-date PASTRYCOOK AND CONFECTIONERY BUSINESS In Connection with their LUNCHEON AND TEAROOMS, LAMBTON QUAY (Next to Kirkcaldie's).: [250, 1124, 463, 1183]
classified-ad: CHELSEA ESTATE, SILVERSTREAM. FOR SALE, the finest Building Allotments on this Estate, 80ft front to good road; workmen's trains; close to station. Sections for £25; easy terms. Apply 37, Manners Street.: [250, 472, 463, 530]
section-heading-to-let: TO LET.: [27, 58, 241, 77]
ashhurst-programme: PROGRAMME.: [1203, 646, 1300, 659]
classified-ad: 6. POHANGINA HANDICAP (open), of 150 sovs. Second horse to receive 25 sovs., and the third horse 15 sovs. from the stake. Nomination 1 sov. Acceptance 3 sovs. Six furlongs.: [1151, 943, 1351, 991]
classified-ad: TO BUILDERS. TENDERS, to be let to the Churchwardens of St. James's, Ngaio, are invited up to Noon on TUESDAY, 30th NOVEMBER, for the Erection of a Church at Mokoia. Plans and specifications to be seen at the Offices of F. de J. Clere, Kingsley, Big, Brandon Street.: [917, 481, 1133, 550]
classified-ad: VISITORS TO GISBORNE. WHERE to Stay, and where to get good accommodation. Quality and cleanliness our motto; terms, 6s. 6d. per day or 21s. per week. Apply Mrs. Green, Private Hotel, Gladstone Road.: [27, 1112, 241, 1171]
article-subtitle-masterton: A SERIES OF CHARGES.: [1682, 81, 1810, 93]
classified-ad: TO LET, in Woodward Street, next Mr. Gibbon's Factory, Ground Floor and Cellar, and Half First Floor, to suit clients. Apply Kennedy, Vulcan Lane.: [27, 646, 241, 685]
classified-ad: FOR SALE. IN THE PICTON SOUNDS. A COMFORTABLE and convenient Residence, containing nine rooms, bathroom, hot and cold water, good outbuildings; thoroughly well furnished; an ideal summer resort; beautifully and conveniently situated. The price, including furniture, is £500. The owner would accept any reasonable offer; terms easily arranged. Full particulars on application.: [250, 121, 463, 210]
classified-ad: NURSE SCHMIDT, Registered Midwife, 215 Adelaide Road, has vacancy for ladies. Certificated. Terms moderate.: [473, 1392, 686, 1430]
classified-ad: VACANCIES for Boarders, 122 Ghuznee Street; electric light; piano; hot water; soft washing; telephone 1683.: [27, 1451, 241, 1489]
page-number: 3: [1860, 15, 1873, 42]
classified-ad: GRIFFITHS AND SON, Auctioneers, BLENHEIM.: [250, 210, 463, 229]
classified-ad: HERE'S A BARGAIN! IDEAL VILLA RESIDENCE, containing 7 rooms, bathroom, scullery, washhouse (copper and tubs set in); trapped, and drainage; hot water service throughout; electric light; gas; tiled fireplaces; the building is in first-class order. Price £1150.: [250, 530, 463, 599]
columns: [23, 58, 1881, 1944]
classified-ad: A CERTAIN Cure—Green's Marvellous Corn Cure Ointment, 1s. per box. Green, Chemist, Vivian Street.: [473, 168, 686, 196]
race-notes: LADIES ADMITTED FREE TO ALL PARTS. SPECIAL TRAM SERVICE OF FREQUENT CARS FROM COURTENAY PLACE.: [938, 316, 1336, 335]
woodville-meeting: SUMMER MEETING.: [1200, 444, 1302, 455]
classified-ad: NURSE JONES, 30 Revans Street, next to Dr. Perkins'; has accommodation for Lying-in Patients; also Outdoor Nursing.: [473, 1353, 686, 1392]
article-paragraph: John Booth was charged at the Magistrate's Court this afternoon before Mr. R. S. Penton, S.M., with that, on October 24, he kept liquor for sale in a no-licence area, and was convicted and fined £20 and costs.: [1621, 119, 1871, 160]
classified-ad: WANTED Known—"Bahia" Cocoa, 9d. per tin. No coupons.: [695, 539, 908, 567]
collar-subtitle: With Pieces of Silk for Ties: [1180, 1685, 1322, 1696]
collar-ad: [1146, 1663, 1357, 1903]
section-heading-conveyances: CONVEYANCES.: [250, 1270, 463, 1288]
section-subheading-houses: Advertisements under this heading, Sixteen Words for One Shilling, if prepaid.: [250, 93, 463, 117]
woodville-dates: WEDNESDAY AND THURSDAY, DECEMBER 8 and 9.: [1176, 457, 1327, 479]
classified-ad: HIGHEST Prices given for Ladies' and Gents' Misfits and Left-off Clothing. Mrs. Brown, 130 Ingestre Street.: [473, 1066, 686, 1104]
classified-ad: 40 ACRES, close to Feilding, handy to Creamery, P.O., and Railway, School; every acre ploughable; all grass. Price £1600.: [695, 1371, 908, 1409]
classified-ad: WANTED to Sell, 40 Dozen Glass Tumblers, at 1s. a half doz. Sims Hardware, Cuba Street.: [695, 567, 908, 596]
